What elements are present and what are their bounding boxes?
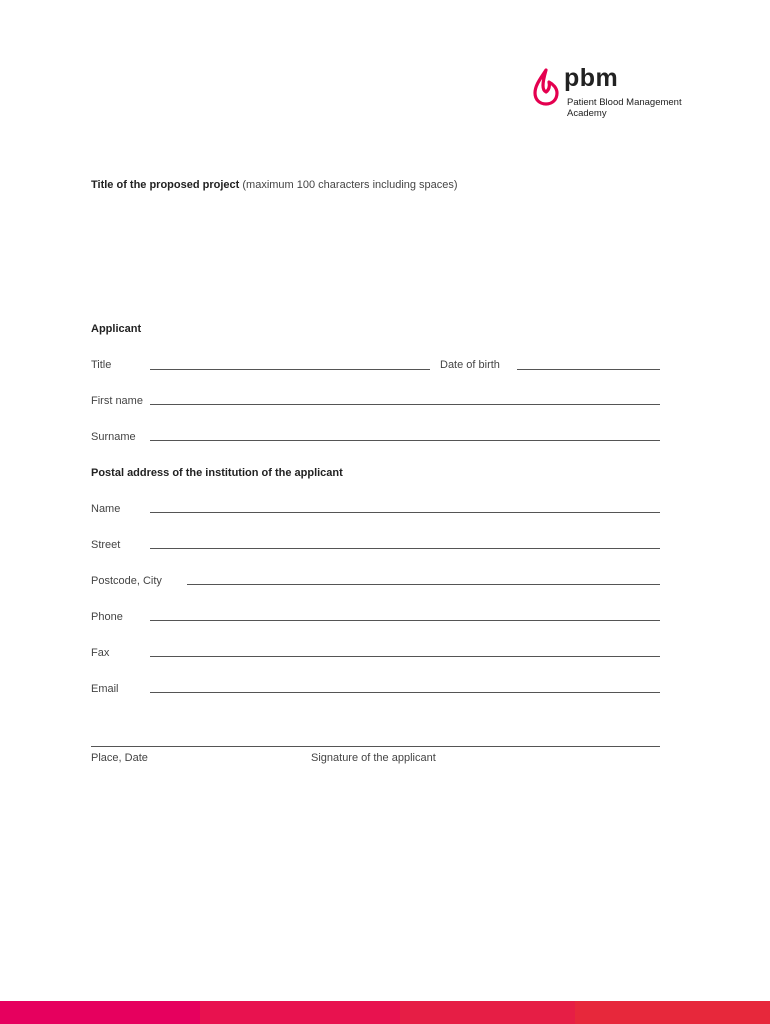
blood-drop-icon: [533, 68, 559, 106]
signature-label: Signature of the applicant: [311, 752, 436, 764]
footer-segment: [0, 1001, 200, 1024]
project-title-label: Title of the proposed project: [91, 179, 240, 191]
postcode-city-label: Postcode, City: [91, 575, 162, 587]
postcode-city-field[interactable]: [187, 584, 660, 585]
street-field[interactable]: [150, 548, 660, 549]
footer-segment: [575, 1001, 770, 1024]
signature-line[interactable]: [91, 746, 660, 747]
name-field[interactable]: [150, 512, 660, 513]
footer-segment: [200, 1001, 400, 1024]
date-of-birth-label: Date of birth: [440, 359, 500, 371]
surname-label: Surname: [91, 431, 136, 443]
logo-wordmark: pbm: [564, 64, 619, 92]
street-label: Street: [91, 539, 121, 551]
logo-subtitle-line2: Academy: [567, 108, 607, 119]
title-label: Title: [91, 359, 112, 371]
project-title-field[interactable]: [91, 200, 660, 310]
phone-label: Phone: [91, 611, 123, 623]
first-name-field[interactable]: [150, 404, 660, 405]
title-field[interactable]: [150, 369, 430, 370]
fax-label: Fax: [91, 647, 110, 659]
pbm-logo: [533, 64, 693, 124]
fax-field[interactable]: [150, 656, 660, 657]
surname-field[interactable]: [150, 440, 660, 441]
logo-subtitle-line1: Patient Blood Management: [567, 97, 682, 108]
footer-segment: [400, 1001, 575, 1024]
institution-heading: Postal address of the institution of the applicant: [91, 467, 343, 479]
footer-color-bar: [0, 1001, 770, 1024]
email-label: Email: [91, 683, 119, 695]
first-name-label: First name: [91, 395, 143, 407]
project-title-hint: (maximum 100 characters including spaces): [242, 179, 458, 191]
applicant-heading: Applicant: [91, 323, 142, 335]
project-title-instruction: [91, 179, 458, 191]
phone-field[interactable]: [150, 620, 660, 621]
place-date-label: Place, Date: [91, 752, 148, 764]
email-field[interactable]: [150, 692, 660, 693]
name-label: Name: [91, 503, 121, 515]
date-of-birth-field[interactable]: [517, 369, 660, 370]
